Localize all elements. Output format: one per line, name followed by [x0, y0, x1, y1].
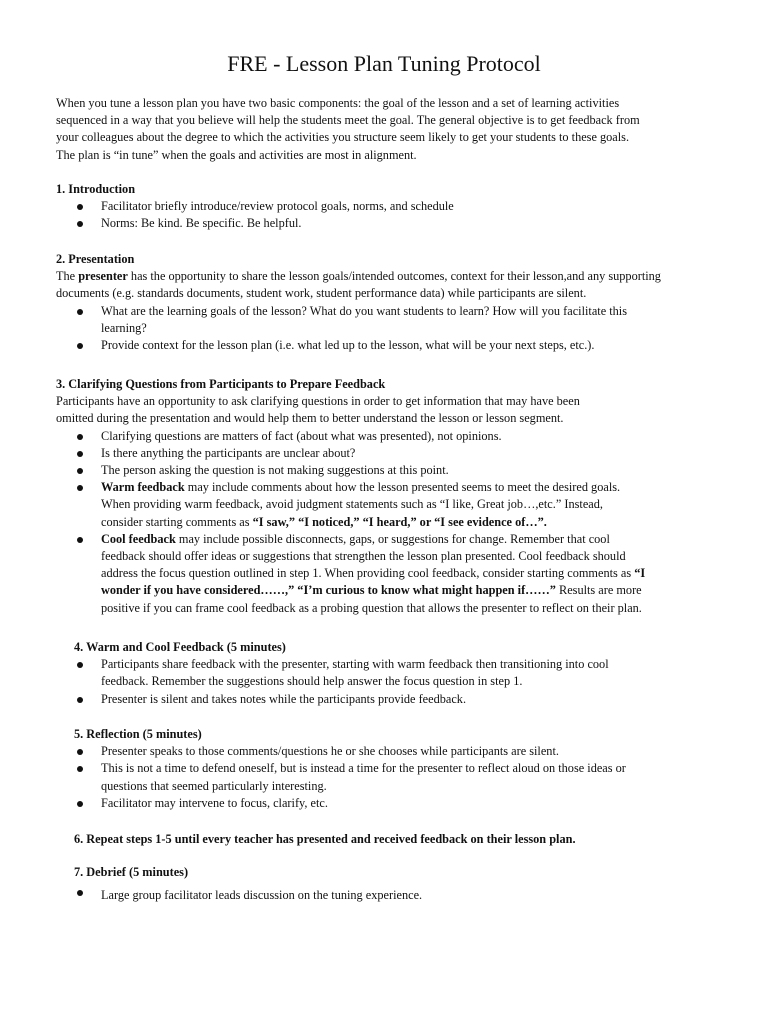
bullet-icon [77, 451, 83, 457]
bullet-list [74, 887, 726, 904]
section-heading: 1. Introduction [56, 182, 136, 196]
bullet-icon [77, 434, 83, 440]
text-run: may include comments about how the lesson presented seems to meet the desired goals. [184, 480, 621, 495]
intro-line: When you tune a lesson plan you have two basic components: the goal of the lesson and a set of learning activities [56, 96, 620, 110]
bullet-icon [77, 485, 83, 491]
list-item-text: Facilitator may intervene to focus, clarify, etc. [101, 795, 328, 810]
intro-line: The plan is “in tune” when the goals and activities are most in alignment. [56, 147, 417, 162]
section-paragraph-line: omitted during the presentation and would help them to better understand the lesson or lesson segment. [56, 411, 564, 426]
list-item [56, 215, 726, 232]
list-item-text: Participants share feedback with the presenter, starting with warm feedback then transitioning into cool [101, 657, 609, 672]
section-introduction [56, 181, 726, 233]
list-item [74, 795, 726, 812]
page-title: FRE - Lesson Plan Tuning Protocol [227, 51, 541, 76]
text-run: Results are more [555, 583, 642, 598]
bullet-list [56, 428, 726, 617]
bold-text: “I [634, 566, 646, 581]
bold-text: wonder if you have considered……,” “I’m curious to know what might happen if……” [101, 583, 556, 598]
list-item [56, 198, 726, 215]
section-debrief [74, 864, 726, 904]
section-heading: 2. Presentation [56, 252, 135, 266]
text-run: address the focus question outlined in step 1. When providing cool feedback, consider starting comments as [101, 566, 635, 581]
list-item-text: This is not a time to defend oneself, but is instead a time for the presenter to reflect aloud on those ideas or [101, 761, 626, 776]
text-run: consider starting comments as [101, 514, 253, 529]
bullet-icon [77, 749, 83, 755]
list-item-text: questions that seemed particularly interesting. [101, 778, 327, 793]
bullet-icon [77, 801, 83, 807]
list-item-text: learning? [101, 320, 147, 335]
bold-text: “I saw,” “I noticed,” “I heard,” or “I see evidence of…”. [252, 514, 547, 529]
list-item-text: Provide context for the lesson plan (i.e. what led up to the lesson, what will be your next steps, etc.). [101, 338, 595, 353]
bullet-icon [77, 221, 83, 227]
section-heading: 6. Repeat steps 1-5 until every teacher has presented and received feedback on their lesson plan. [74, 832, 576, 846]
text-run: positive if you can frame cool feedback as a probing question that allows the presenter to reflect on their plan. [101, 600, 642, 615]
bullet-list [74, 656, 726, 708]
section-heading: 5. Reflection (5 minutes) [74, 727, 202, 741]
list-item [74, 691, 726, 708]
list-item-text: Facilitator briefly introduce/review protocol goals, norms, and schedule [101, 199, 454, 214]
list-item-text: Large group facilitator leads discussion on the tuning experience. [101, 888, 423, 903]
bullet-icon [77, 662, 83, 668]
list-item [74, 760, 726, 794]
list-item-text: What are the learning goals of the lesson? What do you want students to learn? How will you facilitate this [101, 303, 628, 318]
list-item-text: feedback. Remember the suggestions should help answer the focus question in step 1. [101, 674, 523, 689]
bold-text: Warm feedback [101, 480, 185, 495]
section-heading: 4. Warm and Cool Feedback (5 minutes) [74, 640, 286, 654]
text-run: may include possible disconnects, gaps, or suggestions for change. Remember that cool [175, 531, 610, 546]
list-item [74, 743, 726, 760]
text-run: When providing warm feedback, avoid judgment statements such as “I like, Great job…,etc.” Instead, [101, 497, 603, 512]
section-paragraph-line: documents (e.g. standards documents, student work, student performance data) while participants are silent. [56, 286, 587, 301]
list-item [56, 428, 726, 445]
intro-line: sequenced in a way that you believe will help the students meet the goal. The general objective is to get feedback from [56, 113, 640, 128]
list-item [56, 445, 726, 462]
section-warm-cool-feedback [74, 639, 726, 708]
bullet-icon [77, 766, 83, 772]
bullet-icon [77, 343, 83, 349]
list-item-text: Norms: Be kind. Be specific. Be helpful. [101, 216, 302, 231]
list-item-warm-feedback [56, 479, 726, 531]
list-item-text: Is there anything the participants are unclear about? [101, 445, 356, 460]
list-item [56, 462, 726, 479]
bullet-icon [77, 309, 83, 315]
list-item-text: Presenter speaks to those comments/questions he or she chooses while participants are silent. [101, 744, 559, 759]
section-paragraph [56, 268, 726, 285]
section-reflection [74, 726, 726, 812]
list-item [56, 303, 726, 337]
section-paragraph-line: Participants have an opportunity to ask clarifying questions in order to get information that may have been [56, 394, 580, 409]
bullet-icon [77, 697, 83, 703]
intro-line: your colleagues about the degree to which the activities you structure seem likely to get your students to these goals. [56, 130, 630, 145]
intro-paragraph [56, 95, 716, 164]
section-heading: 7. Debrief (5 minutes) [74, 865, 189, 879]
bullet-icon [77, 468, 83, 474]
list-item-cool-feedback [56, 531, 726, 617]
bullet-list [74, 743, 726, 812]
list-item [74, 656, 726, 690]
bullet-icon [77, 537, 83, 543]
list-item-text: Presenter is silent and takes notes while the participants provide feedback. [101, 691, 467, 706]
bullet-list [56, 303, 726, 355]
text-run: feedback should offer ideas or suggestions that strengthen the lesson plan presented. Cool feedback should [101, 549, 626, 564]
bullet-icon [77, 204, 83, 210]
bullet-icon [77, 890, 83, 896]
section-clarifying-questions [56, 376, 726, 617]
list-item [56, 337, 726, 354]
bullet-list [56, 198, 726, 232]
list-item-text: Clarifying questions are matters of fact (about what was presented), not opinions. [101, 428, 502, 443]
bold-text: Cool feedback [101, 531, 176, 546]
text-run: has the opportunity to share the lesson goals/intended outcomes, context for their lesson,and any supporting [127, 269, 661, 284]
list-item-text: The person asking the question is not making suggestions at this point. [101, 463, 449, 478]
section-presentation [56, 251, 726, 354]
list-item [74, 887, 726, 904]
section-repeat-steps [74, 831, 726, 848]
text-run: The [56, 269, 79, 284]
bold-text: presenter [78, 269, 128, 284]
section-heading: 3. Clarifying Questions from Participants to Prepare Feedback [56, 377, 386, 391]
